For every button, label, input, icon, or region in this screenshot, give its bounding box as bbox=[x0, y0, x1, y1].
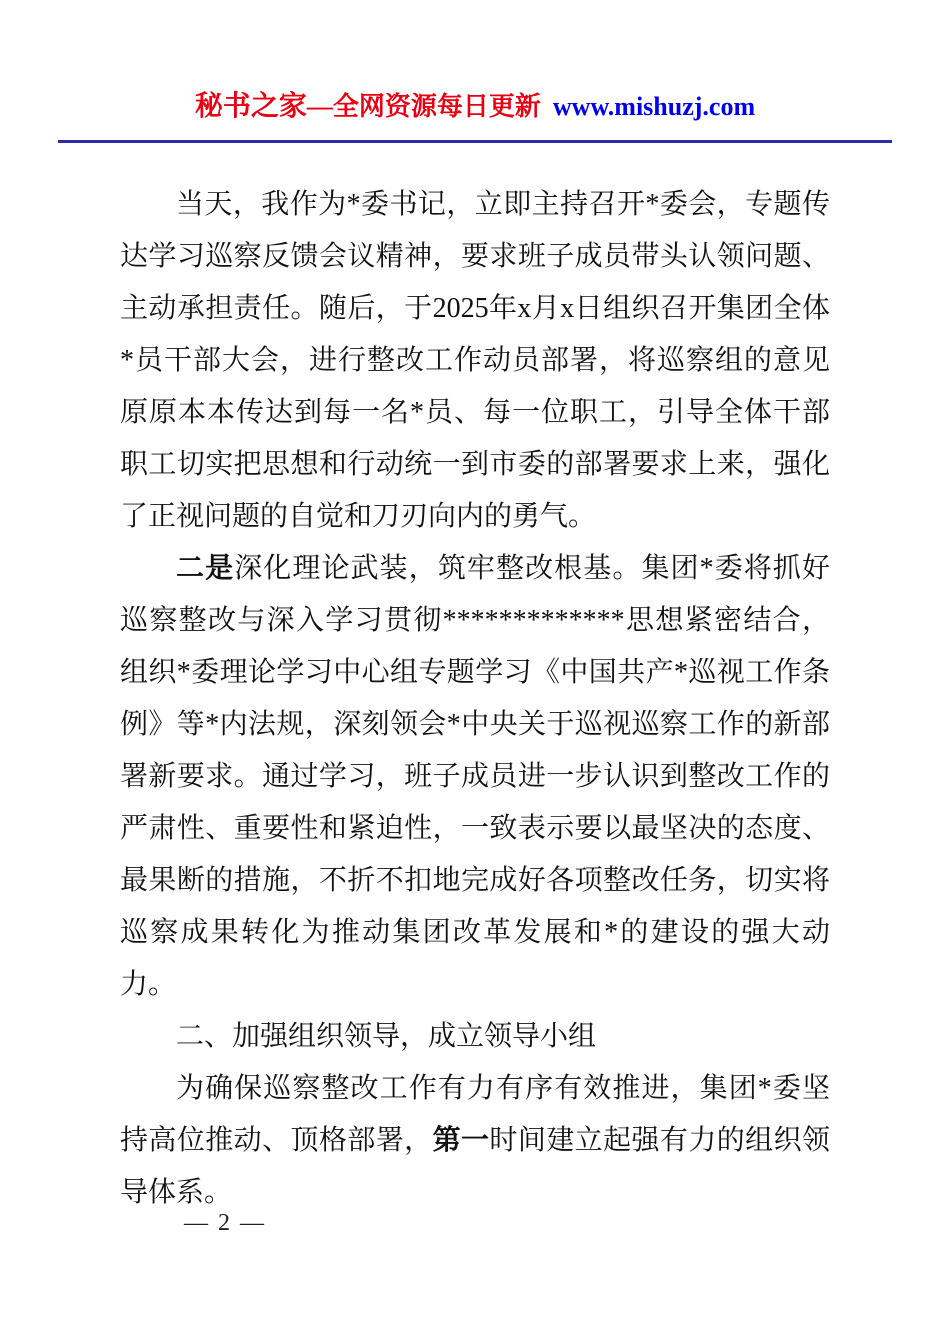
site-url-link[interactable]: www.mishuzj.com bbox=[552, 92, 756, 121]
site-header bbox=[0, 0, 950, 124]
paragraph-deployment bbox=[120, 179, 830, 543]
text-run: 深化理论武装，筑牢整改根基。集团*委将抓好巡察整改与深入学习贯彻*************思想紧密结合，组织*委理论学习中心组专题学习《中国共产*巡视工作条例》等*内法规，深刻领会*中央关于巡视巡察工作的新部署新要求。通过学习，班子成员进一步认识到整改工作的严肃性、重要性和紧迫性，一致表示要以最坚决的态度、最果断的措施，不折不扣地完成好各项整改任务，切实将巡察成果转化为推动集团改革发展和*的建设的强大动力。 bbox=[120, 553, 830, 1000]
heading-text: 二、加强组织领导，成立领导小组 bbox=[176, 1021, 597, 1052]
page-footer bbox=[184, 1210, 266, 1237]
text-run: 当天，我作为*委书记，立即主持召开*委会，专题传达学习巡察反馈会议精神，要求班子成员带头认领问题、主动承担责任。随后，于2025年x月x日组织召开集团全体*员干部大会，进行整改工作动员部署，将巡察组的意见原原本本传达到每一名*员、每一位职工，引导全体干部职工切实把思想和行动统一到市委的部署要求上来，强化了正视问题的自觉和刀刃向内的勇气。 bbox=[120, 189, 830, 532]
paragraph-leadership bbox=[120, 1063, 830, 1219]
document-body bbox=[0, 143, 950, 1219]
section-heading-2 bbox=[120, 1011, 830, 1063]
site-brand: 秘书之家 bbox=[194, 91, 307, 122]
text-run-bold: 第一 bbox=[432, 1125, 490, 1156]
site-tagline: —全网资源每日更新 bbox=[306, 92, 541, 121]
text-run: 时间建立起强有力的组织领导体系。 bbox=[120, 1125, 830, 1208]
text-run: 为确保巡察整改工作有力有序有效推进，集团*委坚持高位推动、顶格部署， bbox=[120, 1073, 830, 1156]
page-number: — 2 — bbox=[184, 1210, 266, 1236]
text-run-bold: 二是 bbox=[176, 553, 235, 584]
paragraph-theory-study bbox=[120, 543, 830, 1011]
